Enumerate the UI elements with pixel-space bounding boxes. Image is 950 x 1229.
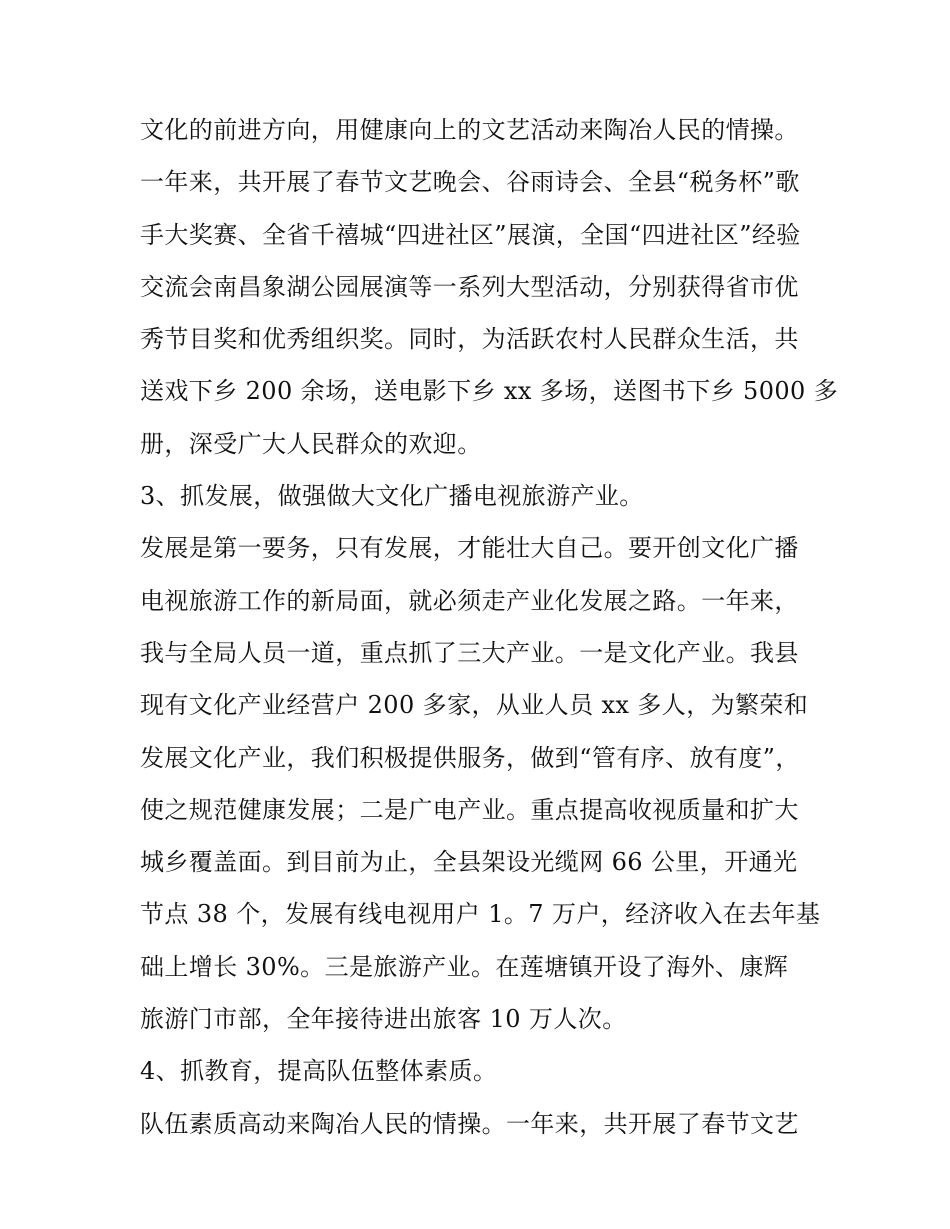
text-line: 节点 38 个，发展有线电视用户 1。7 万户，经济收入在去年基: [140, 900, 821, 929]
text-line: 册，深受广大人民群众的欢迎。: [140, 429, 482, 458]
text-line: 础上增长 30%。三是旅游产业。在莲塘镇开设了海外、康辉: [140, 952, 789, 981]
text-line: 发展是第一要务，只有发展，才能壮大自己。要开创文化广播: [140, 534, 799, 563]
text-line: 文化的前进方向，用健康向上的文艺活动来陶冶人民的情操。: [140, 116, 799, 144]
section-heading: 4、抓教育，提高队伍整体素质。: [140, 1057, 498, 1086]
text-line: 旅游门市部，全年接待进出旅客 10 万人次。: [140, 1005, 627, 1034]
text-line: 发展文化产业，我们积极提供服务，做到“管有序、放有度”，: [140, 743, 800, 772]
text-line: 队伍素质高动来陶冶人民的情操。一年来，共开展了春节文艺: [140, 1109, 799, 1138]
text-line: 送戏下乡 200 余场，送电影下乡 xx 多场，送图书下乡 5000 多: [140, 377, 839, 406]
section-heading: 3、抓发展，做强做大文化广播电视旅游产业。: [140, 482, 644, 511]
document-body: [140, 104, 839, 1150]
text-line: 使之规范健康发展；二是广电产业。重点提高收视质量和扩大: [140, 795, 799, 824]
text-line: 手大奖赛、全省千禧城“四进社区”展演，全国“四进社区”经验: [140, 220, 801, 249]
text-line: 秀节目奖和优秀组织奖。同时，为活跃农村人民群众生活，共: [140, 325, 799, 354]
text-line: 一年来，共开展了春节文艺晚会、谷雨诗会、全县“税务杯”歌: [140, 168, 800, 197]
text-line: 我与全局人员一道，重点抓了三大产业。一是文化产业。我县: [140, 638, 799, 667]
text-line: 电视旅游工作的新局面，就必须走产业化发展之路。一年来，: [140, 586, 799, 615]
text-line: 城乡覆盖面。到目前为止，全县架设光缆网 66 公里，开通光: [140, 848, 798, 877]
text-line: 交流会南昌象湖公园展演等一系列大型活动，分别获得省市优: [140, 272, 799, 301]
text-line: 现有文化产业经营户 200 多家，从业人员 xx 多人，为繁荣和: [140, 691, 809, 720]
